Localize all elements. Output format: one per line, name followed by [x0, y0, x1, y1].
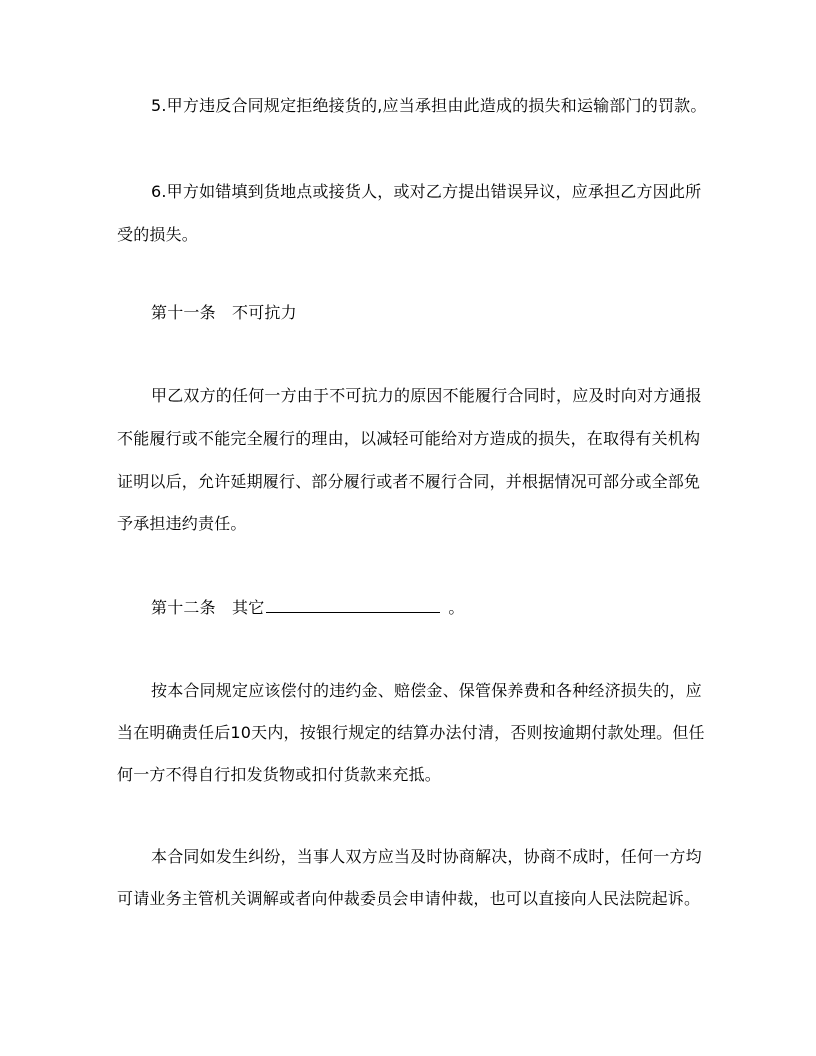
penalty-line-1: 按本合同规定应该偿付的违约金、赔偿金、保管保养费和各种经济损失的，应	[151, 681, 702, 700]
clause-5-line: 5.甲方违反合同规定拒绝接货的,应当承担由此造成的损失和运输部门的罚款。	[151, 96, 707, 115]
penalty-line-3: 何一方不得自行扣发货物或扣付货款来充抵。	[117, 765, 442, 784]
clause-6-line-1: 6.甲方如错填到货地点或接货人，或对乙方提出错误异议，应承担乙方因此所	[151, 182, 702, 201]
article-11-heading: 第十一条 不可抗力	[151, 303, 297, 322]
article-11-line-1: 甲乙双方的任何一方由于不可抗力的原因不能履行合同时，应及时向对方通报	[151, 386, 702, 405]
fill-in-blank	[266, 596, 440, 613]
article-12-heading	[151, 596, 465, 618]
article-12-label: 第十二条 其它	[151, 598, 265, 617]
article-12-period: 。	[448, 598, 465, 617]
article-11-line-2: 不能履行或不能完全履行的理由，以减轻可能给对方造成的损失，在取得有关机构	[117, 429, 701, 448]
dispute-line-2: 可请业务主管机关调解或者向仲裁委员会申请仲裁，也可以直接向人民法院起诉。	[117, 889, 701, 908]
article-11-line-3: 证明以后，允许延期履行、部分履行或者不履行合同，并根据情况可部分或全部免	[117, 472, 701, 491]
penalty-line-2: 当在明确责任后10天内，按银行规定的结算办法付清，否则按逾期付款处理。但任	[117, 723, 705, 742]
article-11-line-4: 予承担违约责任。	[117, 514, 247, 533]
clause-6-line-2: 受的损失。	[117, 225, 199, 244]
dispute-line-1: 本合同如发生纠纷，当事人双方应当及时协商解决，协商不成时，任何一方均	[151, 847, 702, 866]
